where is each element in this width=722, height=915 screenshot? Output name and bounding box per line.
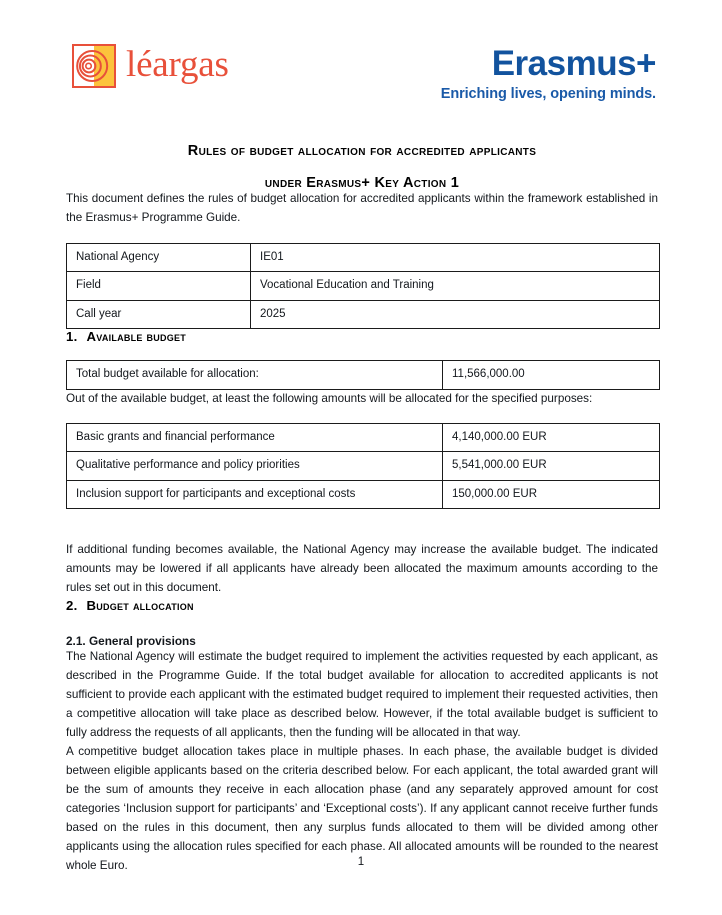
general-provisions-paragraph-2: A competitive budget allocation takes place in multiple phases. In each phase, the available budget is divided between eligible applicants based on the criteria described below. For each applicant, the total awarded grant will be the sum of amounts they receive in each allocation phase (and any separately approved amount for cost categories ‘Inclusion support for participants’ and ‘Exceptional costs’). If any applicant cannot receive further funds based on the rules in this document, then any surplus funds allocated to them will be divided among other applicants using the allocation rules specified for each phase. All allocated amounts will be rounded to the nearest whole Euro. (66, 745, 658, 872)
document-info-table (66, 243, 660, 330)
erasmus-tagline: Enriching lives, opening minds. (440, 85, 656, 102)
table-row (67, 300, 660, 329)
table-row (67, 272, 660, 301)
page-title-line-2: under Erasmus+ Key Action 1 (264, 174, 460, 191)
info-label-national-agency: National Agency (67, 243, 251, 272)
allocation-value-inclusion-support: 150,000.00 EUR (443, 480, 660, 509)
info-label-field: Field (67, 272, 251, 301)
leargas-logo (72, 44, 229, 88)
section-heading-available-budget (66, 329, 658, 344)
section-2-number: 2. (66, 598, 78, 614)
leargas-spiral-icon (72, 44, 116, 88)
document-header (0, 0, 722, 116)
allocation-label-inclusion-support: Inclusion support for participants and exceptional costs (67, 480, 443, 509)
allocation-value-basic-grants: 4,140,000.00 EUR (443, 423, 660, 452)
additional-funding-paragraph: If additional funding becomes available, the National Agency may increase the available budget. The indicated amounts may be lowered if all applicants have already been allocated the maximum amounts according to the rules set out in this document. (66, 543, 658, 595)
intro-paragraph: This document defines the rules of budget allocation for accredited applicants within the framework established in the Erasmus+ Programme Guide. (66, 192, 658, 224)
section-1-number: 1. (66, 329, 78, 345)
leargas-spiral-rings-icon (74, 46, 114, 86)
table-row (67, 480, 660, 509)
table-row (67, 243, 660, 272)
allocation-label-qualitative-performance: Qualitative performance and policy priorities (67, 452, 443, 481)
allocation-value-qualitative-performance: 5,541,000.00 EUR (443, 452, 660, 481)
allocation-label-basic-grants: Basic grants and financial performance (67, 423, 443, 452)
total-budget-table (66, 360, 660, 390)
table-row (67, 361, 660, 390)
erasmus-wordmark: Erasmus+ (491, 44, 656, 83)
table-row (67, 452, 660, 481)
info-value-field: Vocational Education and Training (251, 272, 660, 301)
erasmus-logo (441, 44, 656, 104)
table-row (67, 423, 660, 452)
total-budget-label: Total budget available for allocation: (67, 361, 443, 390)
section-heading-budget-allocation (66, 598, 658, 613)
info-value-call-year: 2025 (251, 300, 660, 329)
total-budget-value: 11,566,000.00 (443, 361, 660, 390)
subsection-heading-general-provisions: 2.1. General provisions (66, 634, 196, 649)
page-number: 1 (357, 856, 365, 868)
page-title (66, 144, 658, 190)
allocation-lead-in-paragraph: Out of the available budget, at least the following amounts will be allocated for the specified purposes: (66, 391, 593, 405)
section-2-title: Budget allocation (86, 598, 194, 614)
leargas-wordmark: léargas (126, 44, 229, 85)
document-content (0, 144, 722, 876)
info-value-national-agency: IE01 (251, 243, 660, 272)
section-1-title: Available budget (86, 329, 187, 345)
info-label-call-year: Call year (67, 300, 251, 329)
general-provisions-paragraph-1: The National Agency will estimate the budget required to implement the activities requested by each applicant, as described in the Programme Guide. If the total budget available for allocation to accredited applicants is not sufficient to provide each applicant with the estimated budget required to implement their requested activities, then a competitive allocation will take place as described below. However, if the total available budget is sufficient to fully address the requests of all applicants, then the funding will be allocated in that way. (66, 650, 658, 740)
page-title-line-1: Rules of budget allocation for accredited applicants (187, 143, 537, 159)
allocation-amounts-table (66, 423, 660, 510)
